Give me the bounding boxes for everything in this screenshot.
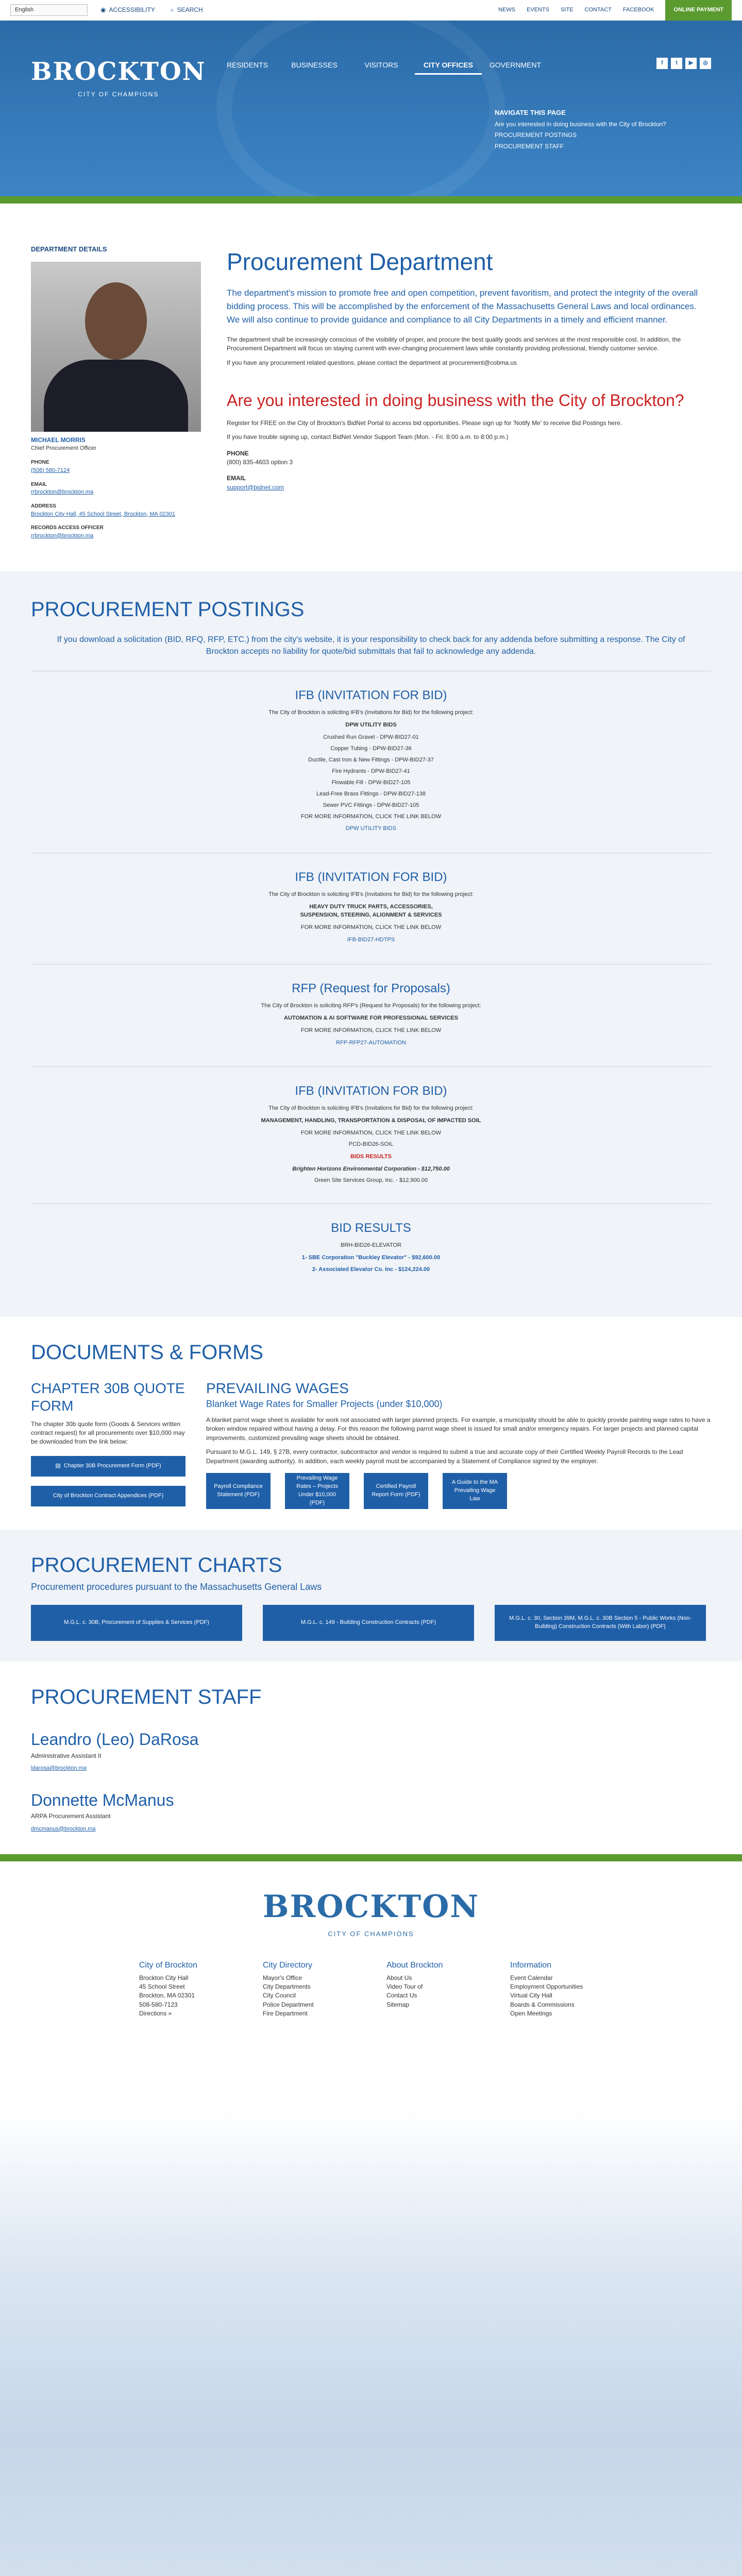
staff-email[interactable]: dmcmanus@brockton.ma (31, 1825, 96, 1832)
staff-name: Donnette McManus (31, 1790, 174, 1809)
nav-city-offices[interactable]: CITY OFFICES (415, 57, 482, 75)
bid-project: DPW UTILITY BIDS (345, 722, 397, 728)
results-heading: BID RESULTS (331, 1221, 411, 1235)
anchor-postings[interactable]: PROCUREMENT POSTINGS (495, 131, 577, 139)
social-links (656, 58, 711, 69)
anchor-staff[interactable]: PROCUREMENT STAFF (495, 142, 564, 150)
search-label: SEARCH (177, 6, 203, 13)
intro-paragraph: The department shall be increasingly conscious of the visibility of proper, and procure the best quality goods and services at the most responsible cost. In addition, the Procurement Department will focus on staying current with ever-changing procurement laws while constantly providing professional, friendly customer service. (227, 335, 681, 352)
footer-link[interactable]: Mayor's Office (263, 1974, 302, 1981)
bid-project: MANAGEMENT, HANDLING, TRANSPORTATION & DISPOSAL OF IMPACTED SOIL (261, 1117, 481, 1124)
records-link[interactable]: rrbrockton@brockton.ma (31, 532, 94, 539)
prevailing-wages-text: A blanket parrot wage sheet is available for work not associated with larger planned projects. For example, a municipality should be able to quickly provide painting wage rates to have a broken window repaired without having a delay. For this reason the following parrot wage sheet is issued for small and/or emergency repairs. For larger projects and planned capital improvements, customized prevailing wage sheets should be obtained. (206, 1416, 711, 1442)
bid-heading: IFB (INVITATION FOR BID) (295, 870, 447, 885)
payroll-report-button[interactable]: Certified Payroll Report Form (PDF) (364, 1473, 428, 1509)
logo-tagline: CITY OF CHAMPIONS (78, 90, 159, 98)
footer-text: 508-580-7123 (139, 2001, 178, 2008)
quote-form-text: The chapter 30b quote form (Goods & Services written contract request) for all procurements over $10,000 may be downloaded from the link below: (31, 1420, 185, 1446)
prevailing-wages-column (206, 1380, 711, 1509)
instagram-icon[interactable]: ◎ (700, 58, 711, 69)
bid-posting (31, 671, 711, 853)
page-navigation (495, 108, 666, 153)
phone-label: PHONE (31, 460, 49, 466)
bid-more-info: FOR MORE INFORMATION, CLICK THE LINK BELOW (300, 813, 442, 820)
footer-tagline: CITY OF CHAMPIONS (328, 1929, 414, 1938)
charts-subtitle: Procurement procedures pursuant to the Massachusetts General Laws (31, 1582, 322, 1592)
documents-row (31, 1380, 711, 1509)
prevailing-wages-heading: PREVAILING WAGES (206, 1380, 349, 1397)
register-paragraph: Register for FREE on the City of Brockton's BidNet Portal to access bid opportunities. Please sign up for 'Notify Me' to receive Bid Postings here. (227, 419, 622, 427)
bid-more-info: FOR MORE INFORMATION, CLICK THE LINK BELOW (300, 924, 442, 931)
officer-title: Chief Procurement Officer (31, 445, 96, 452)
bidnet-email[interactable]: support@bidnet.com (227, 483, 284, 491)
footer-link[interactable]: Video Tour of (386, 1983, 423, 1990)
footer-link[interactable]: City Council (263, 1992, 296, 1999)
events-link[interactable]: EVENTS (527, 6, 550, 13)
footer-text: 45 School Street (139, 1983, 185, 1990)
chapter-30b-form-button[interactable] (31, 1456, 185, 1477)
bidnet-phone-label: PHONE (227, 449, 249, 457)
wage-buttons (206, 1473, 711, 1509)
utility-links (498, 6, 654, 14)
bid-more-info: FOR MORE INFORMATION, CLICK THE LINK BELOW (300, 1130, 442, 1137)
twitter-icon[interactable]: t (671, 58, 682, 69)
postings-title: PROCUREMENT POSTINGS (31, 598, 305, 621)
file-icon: ▤ (55, 1462, 61, 1469)
footer-logo-text: BROCKTON (262, 1888, 480, 1925)
details-heading: DEPARTMENT DETAILS (31, 245, 107, 253)
footer-link[interactable]: Boards & Commissions (510, 2001, 575, 2008)
chart-buttons (31, 1605, 711, 1641)
footer-link[interactable]: Fire Department (263, 2010, 308, 2018)
bid-item: Crushed Run Gravel - DPW-BID27-01 (323, 734, 419, 740)
bid-result: Brighten Horizons Environmental Corporation - $12,750.00 (292, 1165, 450, 1172)
documents-forms (0, 1317, 742, 1530)
quote-form-heading: CHAPTER 30B QUOTE FORM (31, 1380, 185, 1414)
top-bar (0, 0, 742, 21)
footer-text: Brockton City Hall (139, 1974, 189, 1981)
procurement-postings (0, 571, 742, 1317)
page-navigation-title: NAVIGATE THIS PAGE (495, 109, 566, 116)
wage-guide-button[interactable]: A Guide to the MA Prevailing Wage Law (443, 1473, 507, 1509)
contact-paragraph: If you have any procurement related questions, please contact the department at procurement@cobma.us (227, 359, 517, 366)
results-bid-number: BRH-BID26-ELEVATOR (341, 1242, 401, 1248)
bid-item: Ductile, Cast Iron & New Fittings - DPW-BID27-37 (308, 756, 434, 763)
staff-email[interactable]: ldarosa@brockton.ma (31, 1765, 87, 1771)
quote-form-column (31, 1380, 185, 1509)
footer-link[interactable]: City Departments (263, 1983, 311, 1990)
bid-number: PCD-BID26-SOIL (348, 1141, 394, 1148)
footer-link[interactable]: Event Calendar (510, 1974, 553, 1981)
bid-intro: The City of Brockton is soliciting IFB's (Invitations for Bid) for the following project: (268, 891, 474, 898)
bid-item: Fire Hydrants - DPW-BID27-41 (332, 768, 410, 774)
address-link[interactable]: Brockton City Hall, 45 School Street, Brockton, MA 02301 (31, 511, 176, 517)
footer-link[interactable]: Directions » (139, 2010, 172, 2018)
email-label: EMAIL (31, 481, 47, 487)
footer-link[interactable]: Police Department (263, 2001, 314, 2008)
department-details (31, 245, 201, 540)
procurement-staff (0, 1662, 742, 1854)
bid-posting (31, 853, 711, 963)
officer-name[interactable]: MICHAEL MORRIS (31, 436, 86, 444)
bid-results (31, 1204, 711, 1294)
bid-project: AUTOMATION & AI SOFTWARE FOR PROFESSIONAL SERVICES (284, 1014, 458, 1021)
site-link[interactable]: SITE (561, 6, 574, 13)
contract-appendices-button[interactable]: City of Brockton Contract Appendices (PDF) (31, 1486, 185, 1506)
doing-business-heading: Are you interested in doing business with the City of Brockton? (227, 391, 684, 410)
sky-background (0, 2109, 742, 2576)
address-label: ADDRESS (31, 503, 56, 510)
staff-title-text: ARPA Procurement Assistant (31, 1812, 111, 1820)
bid-posting (31, 964, 711, 1067)
bid-heading: RFP (Request for Proposals) (292, 981, 450, 995)
footer-col-heading: City Directory (263, 1961, 313, 1970)
bid-results-label: BIDS RESULTS (350, 1153, 392, 1160)
footer-col-city (139, 1959, 232, 2018)
city-seal-watermark (216, 21, 505, 204)
phone-link[interactable]: (508) 580-7124 (31, 467, 70, 473)
documents-title: DOCUMENTS & FORMS (31, 1341, 264, 1364)
facebook-link[interactable]: FACEBOOK (622, 6, 654, 13)
bid-result: Green Site Services Group, Inc. - $12,900.00 (314, 1177, 428, 1183)
footer-link[interactable]: Employment Opportunities (510, 1983, 583, 1990)
bid-heading: IFB (INVITATION FOR BID) (295, 688, 447, 703)
bid-item: Sewer PVC Fittings - DPW-BID27-105 (323, 802, 419, 808)
support-paragraph: If you have trouble signing up, contact BidNet Vendor Support Team (Mon. - Fri. 8:00 a.m. to 8:00 p.m.) (227, 433, 509, 441)
search-icon: ⌕ (170, 6, 174, 13)
footer-col-heading: City of Brockton (139, 1961, 197, 1970)
footer-text: Brockton, MA 02301 (139, 1992, 195, 1999)
chart-149-button[interactable]: M.G.L. c. 149 - Building Construction Contracts (PDF) (263, 1605, 474, 1641)
staff-title: PROCUREMENT STAFF (31, 1686, 262, 1709)
facebook-icon[interactable]: f (656, 58, 668, 69)
bid-project: HEAVY DUTY TRUCK PARTS, ACCESSORIES, SUSPENSION, STEERING, ALIGNMENT & SERVICES (300, 904, 442, 919)
logo-text: BROCKTON (31, 57, 206, 86)
news-link[interactable]: NEWS (498, 6, 516, 13)
department-section (0, 204, 742, 571)
hero-banner (0, 21, 742, 204)
postings-note: If you download a solicitation (BID, RFQ, RFP, ETC.) from the city's website, it is your responsibility to check back for any addenda before submitting a response. The City of Brockton accepts no liability for quote/bid submittals that fail to acknowledge any addenda. (57, 635, 685, 656)
records-label: RECORDS ACCESS OFFICER (31, 525, 104, 531)
wage-rates-button[interactable]: Prevailing Wage Rates – Projects Under $10,000 (PDF) (285, 1473, 349, 1509)
charts-title: PROCUREMENT CHARTS (31, 1554, 282, 1577)
procurement-charts (0, 1530, 742, 1662)
accessibility-label: ACCESSIBILITY (109, 6, 155, 13)
result-first: 1- SBE Corporation "Buckley Elevator" - $92,600.00 (301, 1254, 441, 1261)
footer-link[interactable]: Open Meetings (510, 2010, 552, 2018)
chapter-30b-form-label: Chapter 30B Procurement Form (PDF) (63, 1462, 161, 1469)
footer-link[interactable]: Sitemap (386, 2001, 410, 2008)
contact-link[interactable]: CONTACT (584, 6, 612, 13)
bid-intro: The City of Brockton is soliciting IFB's (Invitations for Bid) for the following project: (268, 709, 474, 716)
footer-col-heading: Information (510, 1961, 552, 1970)
officer-photo (31, 262, 201, 432)
result-second: 2- Associated Elevator Co. Inc - $124,224.00 (312, 1266, 430, 1273)
youtube-icon[interactable]: ▶ (685, 58, 697, 69)
online-payment-button[interactable]: ONLINE PAYMENT (665, 0, 732, 21)
bid-link[interactable]: DPW UTILITY BIDS (345, 825, 397, 832)
bid-intro: The City of Brockton is soliciting IFB's (Invitations for Bid) for the following project: (268, 1105, 474, 1112)
bidnet-email-label: EMAIL (227, 474, 246, 482)
bid-link[interactable]: RFP-RFP27-AUTOMATION (336, 1039, 406, 1046)
footer-link[interactable]: Virtual City Hall (510, 1992, 552, 1999)
staff-name: Leandro (Leo) DaRosa (31, 1730, 199, 1749)
chart-30b-button[interactable]: M.G.L. c. 30B, Procurement of Supplies & Services (PDF) (31, 1605, 242, 1641)
bid-link[interactable]: IFB-BID27-HDTPS (347, 936, 395, 943)
accessibility-link[interactable] (100, 6, 155, 14)
nav-residents[interactable]: RESIDENTS (226, 61, 268, 69)
footer-columns (0, 1959, 742, 2018)
bidnet-phone[interactable]: (800) 835-4603 option 3 (227, 459, 293, 466)
site-footer (0, 1854, 742, 2576)
footer-col-about (386, 1959, 479, 2018)
language-select[interactable]: English (10, 4, 88, 16)
footer-link[interactable]: Contact Us (386, 1992, 417, 1999)
bid-posting (31, 1066, 711, 1203)
department-intro (227, 245, 711, 540)
bid-item: Flowable Fill - DPW-BID27-105 (331, 779, 411, 786)
footer-link[interactable]: About Us (386, 1974, 412, 1981)
nav-government[interactable]: GOVERNMENT (489, 61, 542, 69)
site-logo[interactable] (31, 54, 206, 99)
footer-logo[interactable] (0, 1885, 742, 1939)
bid-item: Copper Tubing - DPW-BID27-36 (330, 745, 412, 752)
prevailing-wages-subheading: Blanket Wage Rates for Smaller Projects (under $10,000) (206, 1399, 443, 1409)
footer-col-directory (263, 1959, 356, 2018)
chart-39m-button[interactable]: M.G.L. c. 30, Section 39M, M.G.L. c. 30B Section 5 - Public Works (Non-Building) Construction Contracts (With Labor) (PDF) (495, 1605, 706, 1641)
payroll-text: Pursuant to M.G.L. 149, § 27B, every contractor, subcontractor and vendor is required to submit a true and accurate copy of their Certified Weekly Payroll Records to the Lead Department (awarding authority). In addition, each weekly payroll must be accompanied by a Statement of Compliance signed by the employer. (206, 1448, 683, 1465)
anchor-doing-business[interactable]: Are you interested in doing business with the City of Brockton? (495, 120, 666, 128)
main-nav (214, 57, 549, 75)
email-link[interactable]: rrbrockton@brockton.ma (31, 489, 94, 496)
accessibility-icon: ◉ (100, 6, 106, 13)
nav-businesses[interactable]: BUSINESSES (291, 61, 338, 69)
footer-col-info (510, 1959, 603, 2018)
mission-statement: The department's mission to promote free and open competition, prevent favoritism, and protect the integrity of the overall bidding process. This will be accomplished by the enforcement of the Massachusetts General Laws and local ordinances. We will also continue to provide guidance and compliance to all City Departments in a timely and efficient manner. (227, 287, 698, 325)
payroll-compliance-button[interactable]: Payroll Compliance Statement (PDF) (206, 1473, 271, 1509)
staff-title-text: Administrative Assistant II (31, 1752, 102, 1759)
bid-intro: The City of Brockton is soliciting RFP's (Request for Proposals) for the following project: (261, 1002, 481, 1009)
nav-visitors[interactable]: VISITORS (364, 61, 398, 69)
search-link[interactable] (171, 6, 203, 14)
footer-col-heading: About Brockton (386, 1961, 443, 1970)
bid-heading: IFB (INVITATION FOR BID) (295, 1084, 447, 1098)
bid-more-info: FOR MORE INFORMATION, CLICK THE LINK BELOW (300, 1027, 442, 1033)
page-title: Procurement Department (227, 248, 493, 275)
bid-item: Lead-Free Brass Fittings - DPW-BID27-138 (316, 790, 426, 797)
